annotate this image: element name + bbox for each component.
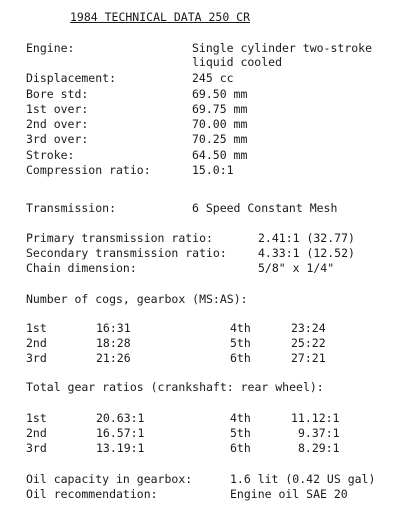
ratio-label: Chain dimension: [26,261,137,275]
spec-value: 70.00 mm [192,117,248,131]
gear-ratio: 16.57:1 [96,426,145,440]
gear-name: 5th [230,336,251,350]
gear-ratio: 13.19:1 [96,441,145,455]
gear-cogs: 27:21 [291,351,326,365]
page-title: 1984 TECHNICAL DATA 250 CR [70,10,251,24]
ratio-value: 2.41:1 (32.77) [258,231,355,245]
gear-name: 3rd [26,351,47,365]
spec-value: 69.50 mm [192,87,248,101]
gear-ratio: 20.63:1 [96,411,145,425]
engine-value-line1: Single cylinder two-stroke [192,41,373,55]
gear-cogs: 25:22 [291,336,326,350]
gear-cogs: 21:26 [96,351,131,365]
gear-cogs: 23:24 [291,321,326,335]
engine-value-line2: liquid cooled [192,55,283,69]
total-heading: Total gear ratios (crankshaft: rear wheel): [26,380,324,394]
oil-capacity-value: 1.6 lit (0.42 US gal) [230,472,376,486]
gear-cogs: 16:31 [96,321,131,335]
spec-label: 1st over: [26,102,89,116]
spec-label: Compression ratio: [26,163,151,177]
gear-name: 6th [230,351,251,365]
spec-value: 64.50 mm [192,148,248,162]
gear-ratio: 11.12:1 [291,411,340,425]
spec-label: Displacement: [26,71,117,85]
spec-label: 3rd over: [26,132,89,146]
ratio-label: Secondary transmission ratio: [26,246,227,260]
gear-name: 3rd [26,441,47,455]
oil-recommendation-label: Oil recommendation: [26,487,158,501]
transmission-value: 6 Speed Constant Mesh [192,201,338,215]
oil-recommendation-value: Engine oil SAE 20 [230,487,348,501]
gear-name: 5th [230,426,251,440]
ratio-value: 5/8" x 1/4" [258,261,335,275]
gear-cogs: 18:28 [96,336,131,350]
gear-ratio: 9.37:1 [298,426,340,440]
gear-ratio: 8.29:1 [298,441,340,455]
gear-name: 2nd [26,336,47,350]
gear-name: 1st [26,321,47,335]
spec-value: 15.0:1 [192,163,234,177]
spec-value: 69.75 mm [192,102,248,116]
transmission-label: Transmission: [26,201,117,215]
gear-name: 1st [26,411,47,425]
gear-name: 2nd [26,426,47,440]
gear-name: 4th [230,411,251,425]
cogs-heading: Number of cogs, gearbox (MS:AS): [26,292,248,306]
ratio-label: Primary transmission ratio: [26,231,213,245]
gear-name: 6th [230,441,251,455]
spec-label: Bore std: [26,87,89,101]
engine-label: Engine: [26,41,75,55]
spec-label: Stroke: [26,148,75,162]
gear-name: 4th [230,321,251,335]
spec-value: 70.25 mm [192,132,248,146]
ratio-value: 4.33:1 (12.52) [258,246,355,260]
spec-value: 245 cc [192,71,234,85]
spec-label: 2nd over: [26,117,89,131]
oil-capacity-label: Oil capacity in gearbox: [26,472,193,486]
